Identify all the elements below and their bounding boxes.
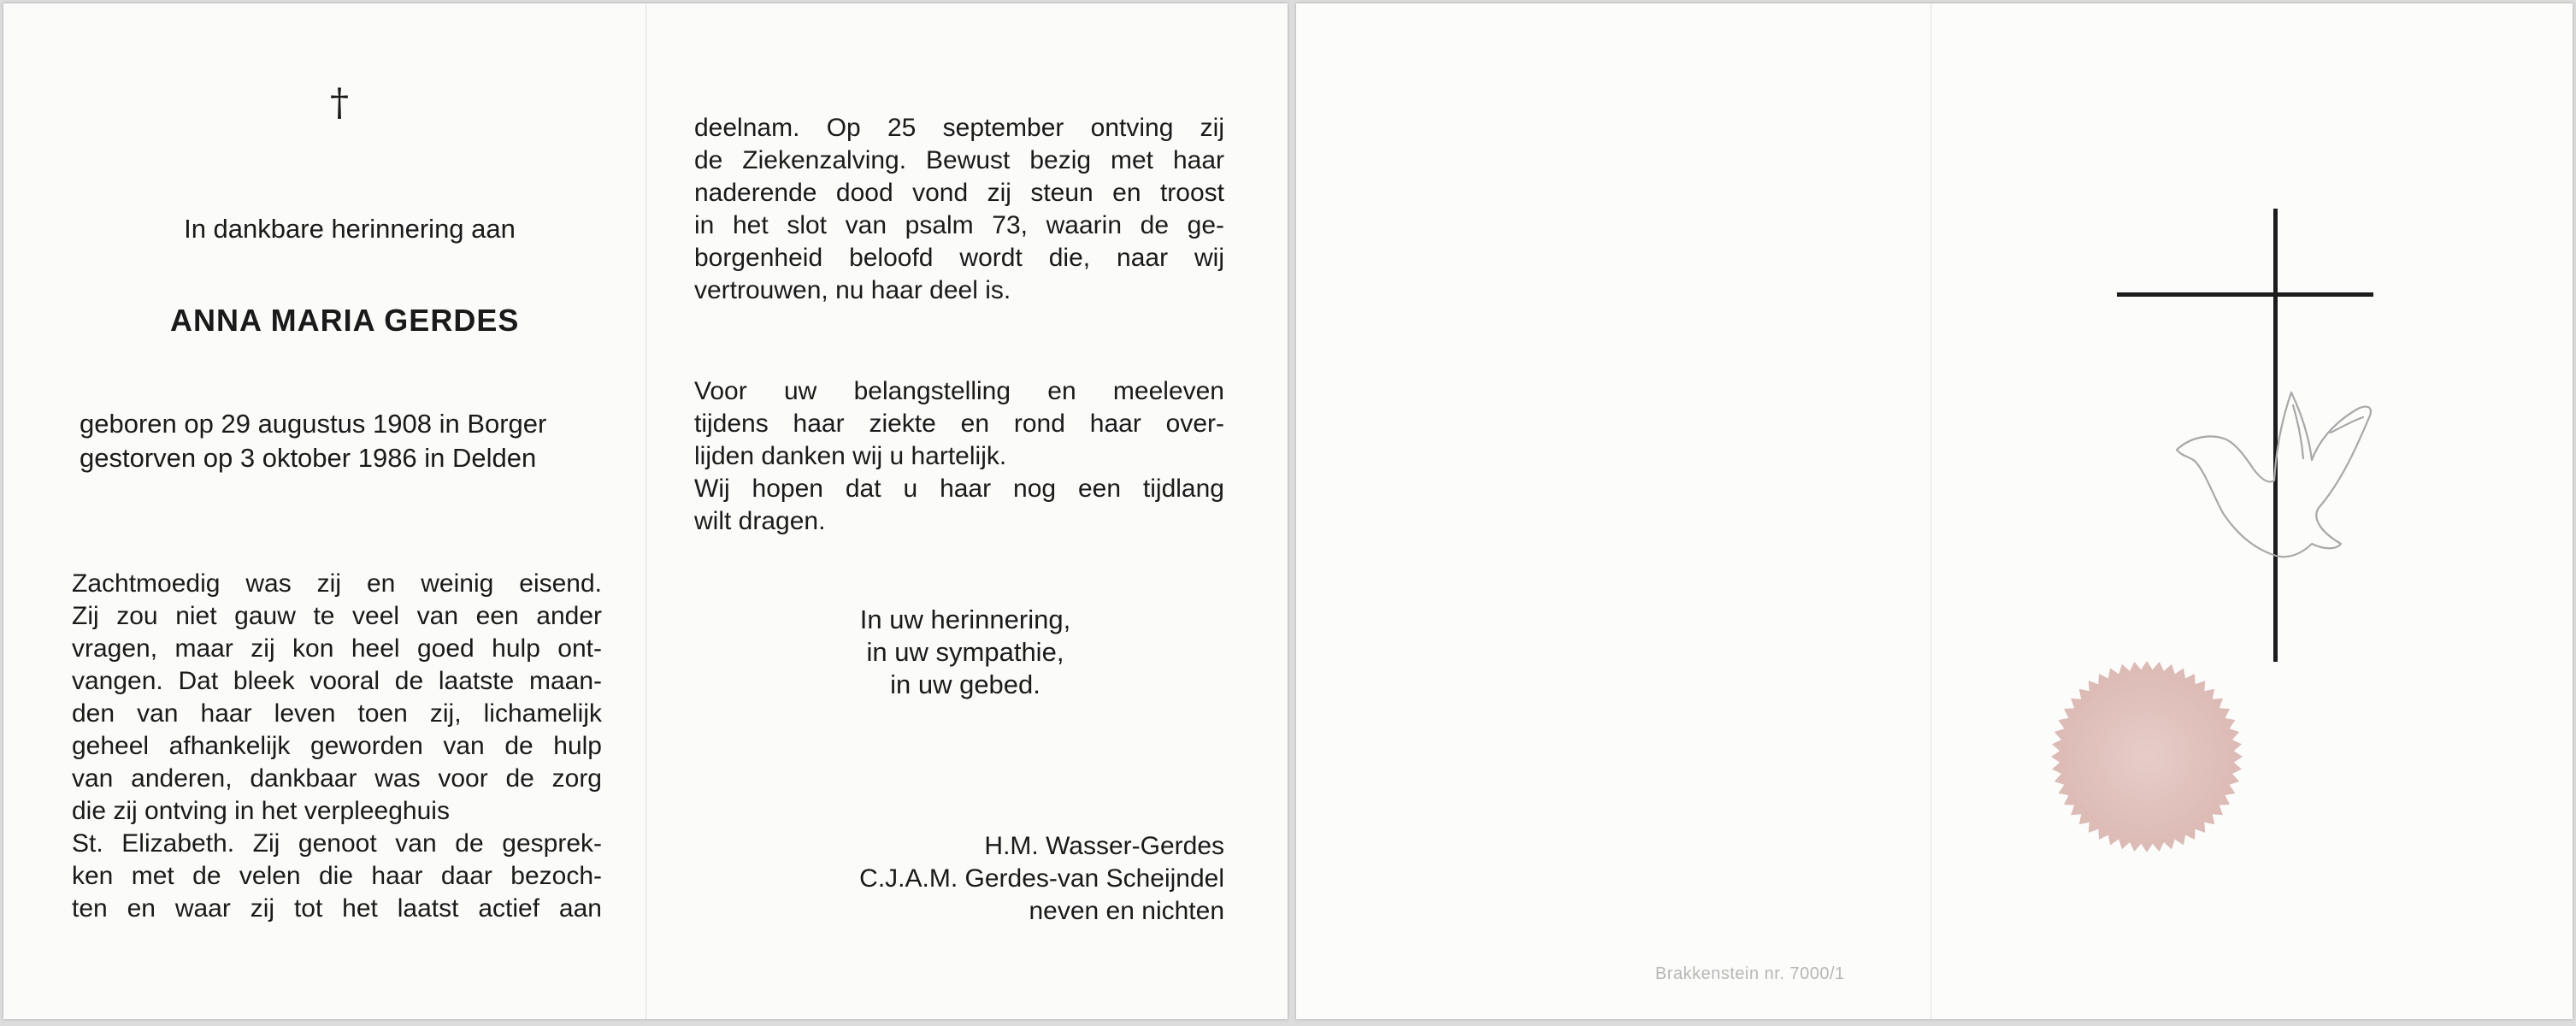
- text-line: St. Elizabeth. Zij genoot van de gesprek-: [72, 829, 602, 858]
- memorial-text-column-2: [694, 112, 1224, 307]
- fold-line: [1931, 3, 1932, 1019]
- text-line: van anderen, dankbaar was voor de zorg: [72, 764, 602, 793]
- text-line: geheel afhankelijk geworden van de hulp: [72, 732, 602, 760]
- text-line: vangen. Dat bleek vooral de laatste maan-: [72, 667, 602, 695]
- text-line: ken met de velen die haar daar bezoch-: [72, 862, 602, 890]
- memorial-card-inner-spread: [3, 3, 1288, 1019]
- closing-verse: [794, 604, 1136, 701]
- text-line: Wij hopen dat u haar nog een tijdlang: [694, 475, 1224, 503]
- signatories: [756, 830, 1224, 928]
- verse-line: in uw gebed.: [890, 669, 1040, 699]
- signer-line: neven en nichten: [1029, 897, 1224, 925]
- death-line: gestorven op 3 oktober 1986 in Delden: [80, 443, 537, 473]
- fold-line: [645, 3, 647, 1019]
- text-line: Zij zou niet gauw te veel van een ander: [72, 602, 602, 630]
- signer-line: H.M. Wasser-Gerdes: [984, 832, 1224, 860]
- verse-line: In uw herinnering,: [859, 604, 1071, 634]
- cross-icon: [2117, 209, 2373, 662]
- text-line: naderende dood vond zij steun en troost: [694, 179, 1224, 207]
- seal-icon: [2048, 658, 2245, 855]
- text-line: borgenheid beloofd wordt die, naar wij: [694, 244, 1224, 272]
- life-dates: [80, 407, 592, 475]
- memorial-text-column-1: [72, 568, 602, 925]
- deceased-name: ANNA MARIA GERDES: [170, 303, 520, 338]
- text-line: in het slot van psalm 73, waarin de ge-: [694, 211, 1224, 239]
- printer-mark: Brakkenstein nr. 7000/1: [1655, 964, 1845, 983]
- text-line: deelnam. Op 25 september ontving zij: [694, 114, 1224, 142]
- signer-line: C.J.A.M. Gerdes-van Scheijndel: [859, 864, 1224, 893]
- text-line: die zij ontving in het verpleeghuis: [72, 797, 450, 825]
- verse-line: in uw sympathie,: [866, 637, 1064, 667]
- text-line: lijden danken wij u hartelijk.: [694, 442, 1007, 470]
- text-line: ten en waar zij tot het laatst actief aan: [72, 894, 602, 923]
- cross-and-dove-emblem: [2117, 209, 2373, 687]
- thanks-paragraph: [694, 375, 1224, 538]
- small-cross-icon: †: [330, 81, 349, 125]
- text-line: tijdens haar ziekte en rond haar over-: [694, 410, 1224, 438]
- text-line: vragen, maar zij kon heel goed hulp ont-: [72, 634, 602, 663]
- text-line: Voor uw belangstelling en meeleven: [694, 377, 1224, 405]
- text-line: vertrouwen, nu haar deel is.: [694, 276, 1011, 304]
- intro-text: In dankbare herinnering aan: [184, 214, 516, 244]
- birth-line: geboren op 29 augustus 1908 in Borger: [80, 409, 547, 439]
- text-line: wilt dragen.: [694, 507, 826, 535]
- text-line: Zachtmoedig was zij en weinig eisend.: [72, 569, 602, 598]
- text-line: de Ziekenzalving. Bewust bezig met haar: [694, 146, 1224, 174]
- memorial-card-outer-spread: [1296, 3, 2573, 1019]
- text-line: den van haar leven toen zij, lichamelijk: [72, 699, 602, 728]
